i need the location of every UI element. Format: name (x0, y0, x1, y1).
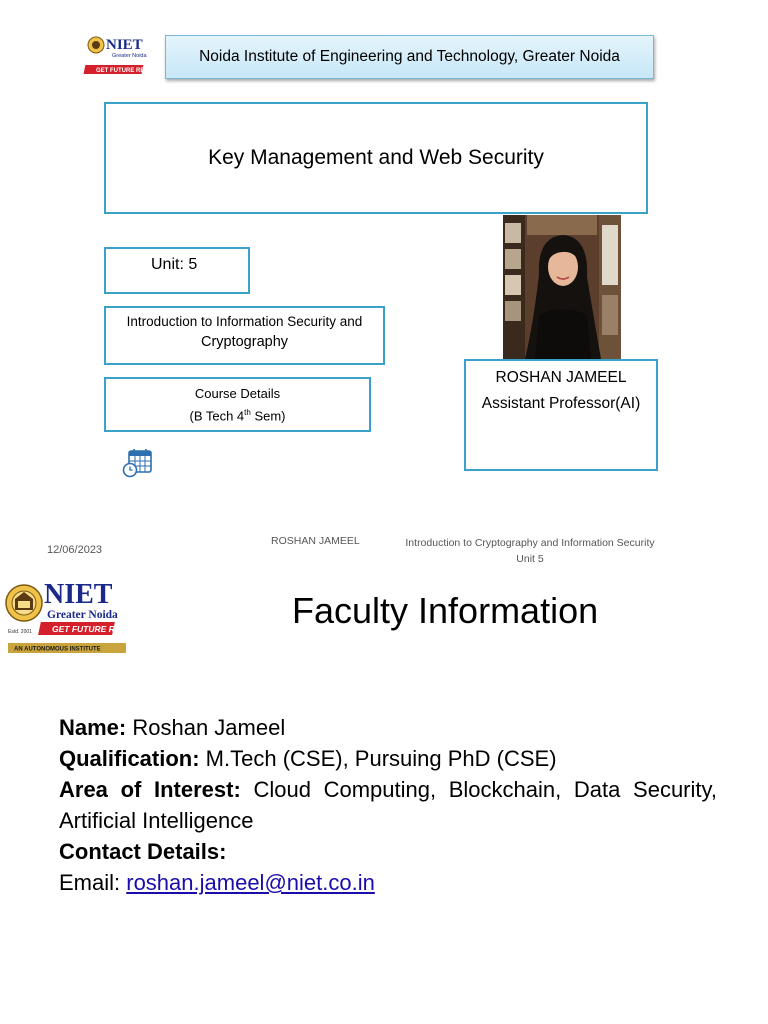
faculty-qualification-row: Qualification: M.Tech (CSE), Pursuing PhD (CSE) (59, 746, 557, 771)
faculty-information-title: Faculty Information (292, 590, 599, 631)
professor-name: ROSHAN JAMEEL (495, 369, 627, 386)
course-details-box (104, 377, 371, 432)
subject-line-1: Introduction to Information Security and (126, 314, 363, 329)
logo-tagline-large: GET FUTURE READY (52, 624, 139, 634)
faculty-email-row: Email: roshan.jameel@niet.co.in (59, 870, 375, 895)
unit-box (104, 247, 250, 294)
footer-course-line-1: Introduction to Cryptography and Information Security (405, 537, 655, 549)
professor-title: Assistant Professor(AI) (481, 395, 641, 412)
logo-brand: NIET (106, 37, 143, 53)
faculty-details (59, 712, 717, 898)
course-title-box (104, 102, 648, 214)
logo-subtitle: Greater Noida (112, 53, 147, 59)
niet-logo-large (2, 579, 139, 655)
professor-photo (503, 215, 621, 359)
course-title: Key Management and Web Security (208, 146, 544, 169)
footer-author: ROSHAN JAMEEL (271, 535, 360, 547)
faculty-interest-row: Area of Interest: Cloud Computing, Blockchain, Data Security, (59, 777, 717, 802)
logo-subtitle-large: Greater Noida (47, 609, 118, 621)
email-link[interactable]: roshan.jameel@niet.co.in (126, 870, 375, 895)
subject-line-2: Cryptography (200, 334, 289, 350)
niet-logo-small (86, 34, 158, 80)
logo-estd: Estd. 2001 (8, 629, 32, 635)
logo-tagline: GET FUTURE READY (96, 68, 158, 74)
logo-brand-large: NIET (44, 579, 113, 610)
institute-name-banner: Noida Institute of Engineering and Technology, Greater Noida (165, 35, 654, 79)
footer-date: 12/06/2023 (47, 544, 103, 556)
footer-course (386, 535, 674, 567)
faculty-contact-row: Contact Details: (59, 839, 227, 864)
logo-autonomous: AN AUTONOMOUS INSTITUTE (14, 646, 101, 653)
professor-box (464, 359, 658, 471)
subject-box (104, 306, 385, 365)
unit-label: Unit: 5 (151, 256, 198, 273)
footer-course-line-2: Unit 5 (516, 553, 544, 565)
course-details-label: Course Details (194, 386, 281, 401)
faculty-name-row: Name: Roshan Jameel (59, 715, 286, 740)
calendar-clock-icon[interactable] (122, 448, 154, 478)
course-details-semester: (B Tech 4th Sem) (189, 408, 286, 424)
faculty-interest-row-2: Artificial Intelligence (59, 808, 254, 833)
